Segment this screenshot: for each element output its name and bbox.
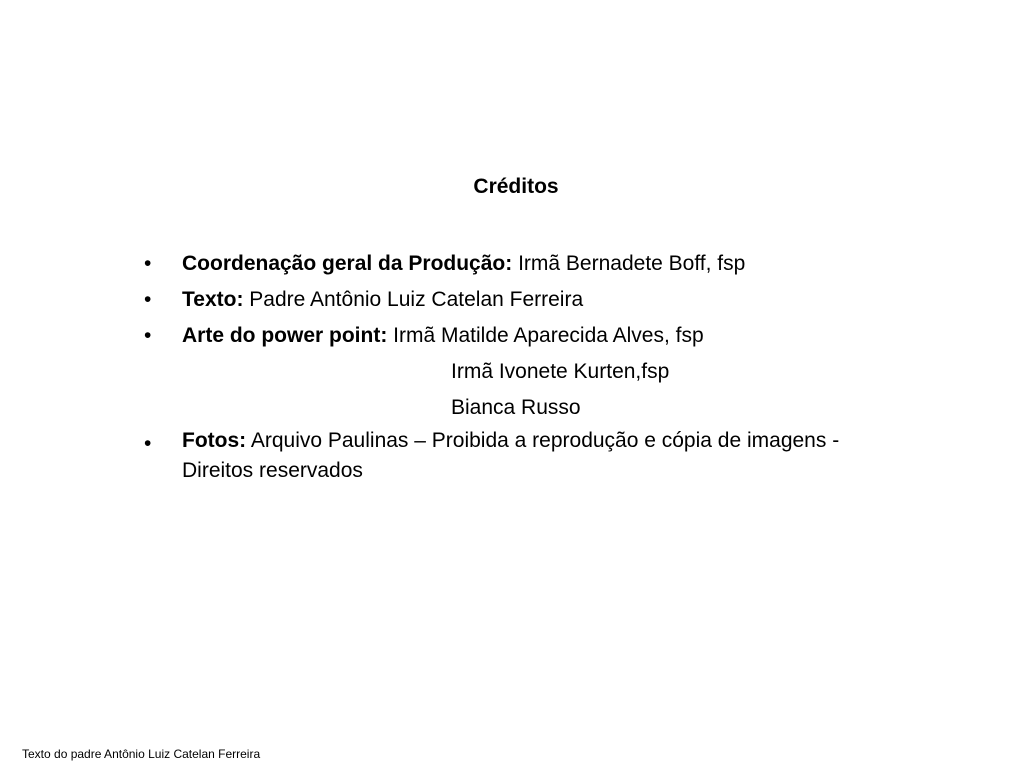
bullet-icon: • (144, 288, 152, 311)
credit-item-photos (140, 426, 900, 486)
credit-value: Arquivo Paulinas – Proibida a reprodução e cópia de imagens - Direitos reservados (182, 429, 840, 482)
bullet-icon: • (144, 432, 152, 455)
credit-item-art (140, 318, 900, 426)
credit-continuation-line: Bianca Russo (451, 396, 581, 419)
credit-continuation-line: Irmã Ivonete Kurten,fsp (451, 360, 670, 383)
credit-wrap-text (182, 426, 900, 486)
credit-value: Padre Antônio Luiz Catelan Ferreira (243, 288, 584, 311)
bullet-icon: • (144, 252, 152, 275)
credit-label: Coordenação geral da Produção: (182, 252, 513, 275)
credit-label: Fotos: (182, 429, 247, 452)
bullet-icon: • (144, 324, 152, 347)
credit-label: Arte do power point: (182, 324, 388, 347)
credit-value: Irmã Matilde Aparecida Alves, fsp (387, 324, 704, 347)
credit-item-coordination (140, 246, 900, 282)
credit-value: Irmã Bernadete Boff, fsp (512, 252, 746, 275)
footer-text: Texto do padre Antônio Luiz Catelan Ferreira (22, 747, 261, 761)
credit-label: Texto: (182, 288, 244, 311)
slide-title: Créditos (473, 175, 559, 198)
credit-item-text (140, 282, 900, 318)
credits-list (140, 246, 900, 486)
